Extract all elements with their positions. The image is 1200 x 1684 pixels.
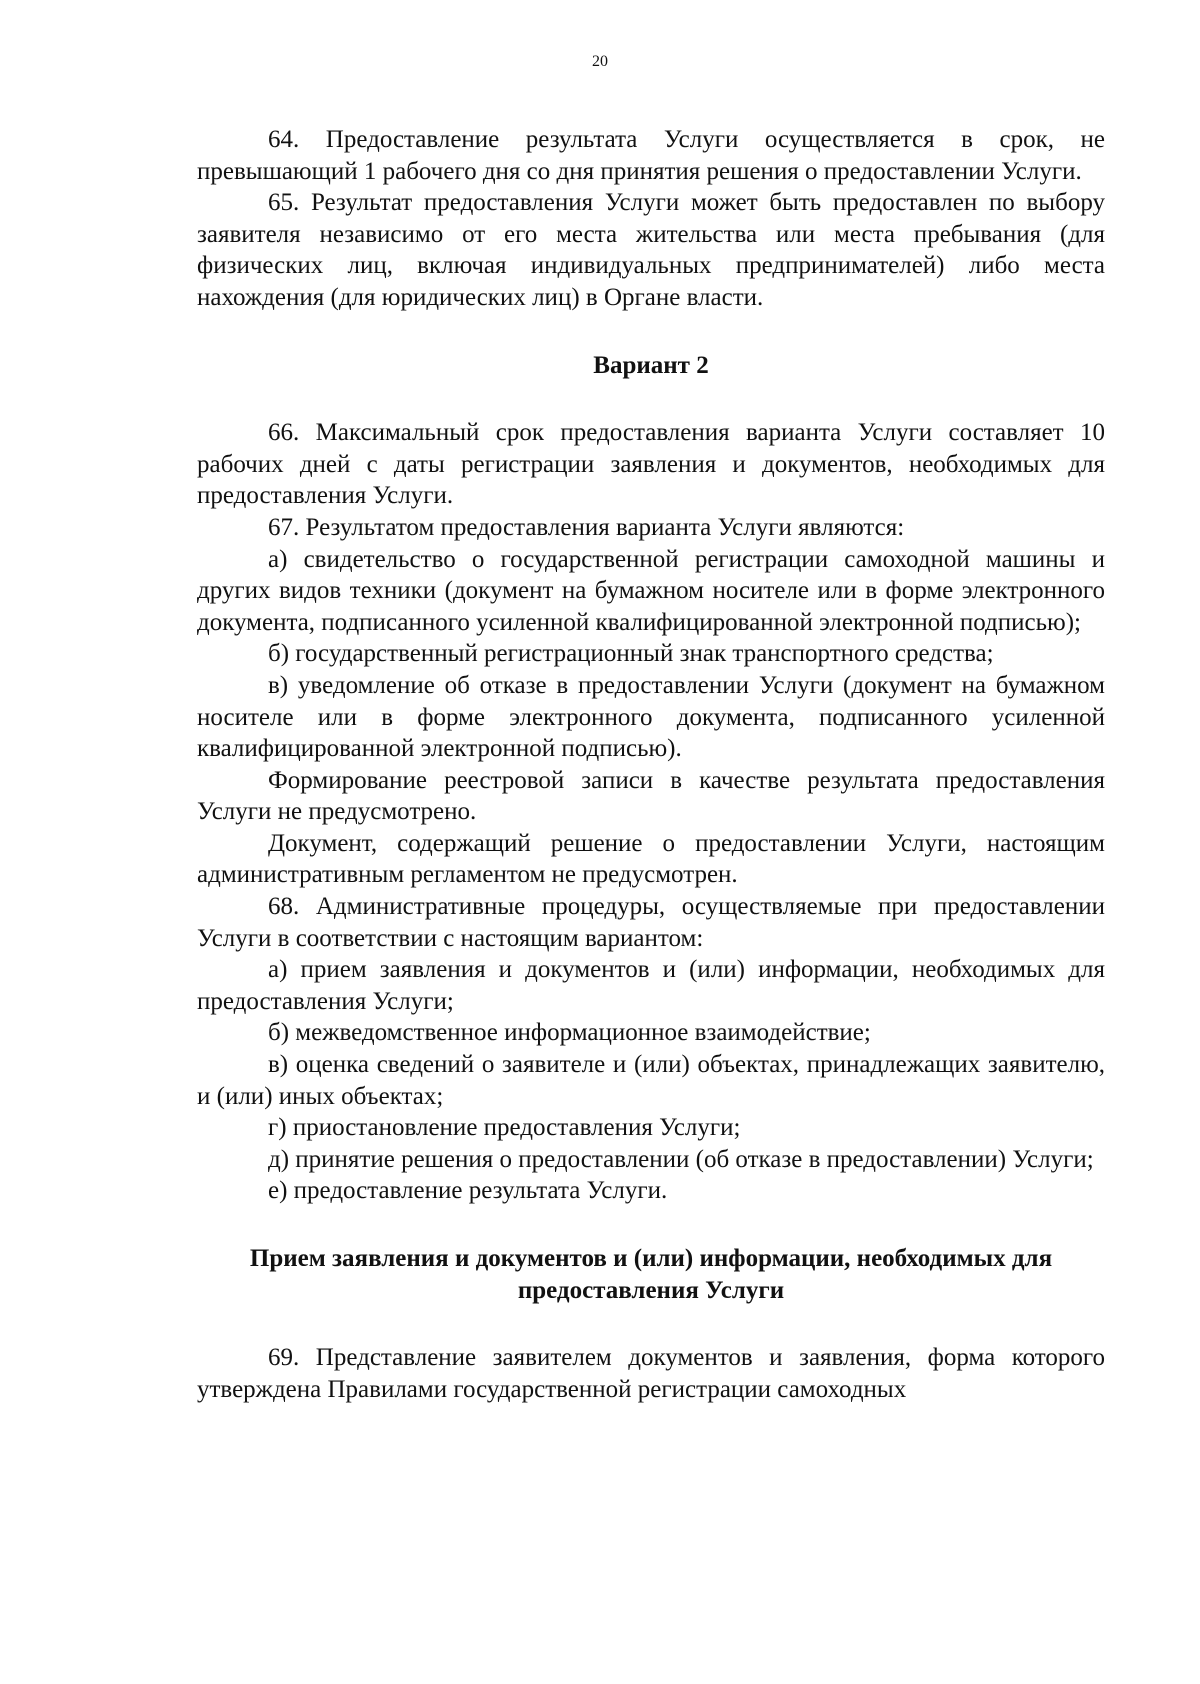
paragraph-64: 64. Предоставление результата Услуги осуществляется в срок, не превышающий 1 рабочего дня со дня принятия решения о предоставлении Услуги. <box>197 126 1105 185</box>
paragraph-decision-document: Документ, содержащий решение о предоставлении Услуги, настоящим административным регламентом не предусмотрен. <box>197 829 1105 889</box>
paragraph-68-g: г) приостановление предоставления Услуги; <box>268 1114 741 1142</box>
heading-application-intake: Прием заявления и документов и (или) информации, необходимых для предоставления Услуги <box>249 1245 1053 1304</box>
paragraph-67: 67. Результатом предоставления варианта Услуги являются: <box>268 513 905 541</box>
paragraph-67-b: б) государственный регистрационный знак транспортного средства; <box>268 640 994 668</box>
paragraph-69: 69. Представление заявителем документов и заявления, форма которого утверждена Правилами государственной регистрации самоходных <box>197 1344 1105 1403</box>
paragraph-67-a: а) свидетельство о государственной регистрации самоходной машины и других видов техники (документ на бумажном носителе или в форме электронного документа, подписанного усиленной квалифицированной электронной подписью); <box>197 545 1105 636</box>
paragraph-68-b: б) межведомственное информационное взаимодействие; <box>268 1019 871 1047</box>
heading-variant-2: Вариант 2 <box>593 351 709 379</box>
paragraph-registry-record: Формирование реестровой записи в качестве результата предоставления Услуги не предусмотрено. <box>197 766 1105 826</box>
paragraph-67-v: в) уведомление об отказе в предоставлении Услуги (документ на бумажном носителе или в форме электронного документа, подписанного усиленной квалифицированной электронной подписью). <box>197 671 1105 763</box>
paragraph-68-a: а) прием заявления и документов и (или) информации, необходимых для предоставления Услуги; <box>197 956 1105 1015</box>
paragraph-68-d: д) принятие решения о предоставлении (об отказе в предоставлении) Услуги; <box>268 1145 1094 1173</box>
document-body <box>197 124 1105 1405</box>
paragraph-68-v: в) оценка сведений о заявителе и (или) объектах, принадлежащих заявителю, и (или) иных объектах; <box>197 1051 1105 1110</box>
page-number: 20 <box>592 53 608 70</box>
paragraph-66: 66. Максимальный срок предоставления варианта Услуги составляет 10 рабочих дней с даты регистрации заявления и документов, необходимых для предоставления Услуги. <box>197 419 1105 510</box>
paragraph-68: 68. Административные процедуры, осуществляемые при предоставлении Услуги в соответствии с настоящим вариантом: <box>197 893 1105 952</box>
paragraph-68-e: е) предоставление результата Услуги. <box>268 1177 668 1205</box>
paragraph-65: 65. Результат предоставления Услуги может быть предоставлен по выбору заявителя независимо от его места жительства или места пребывания (для физических лиц, включая индивидуальных предпринимателей) либо места нахождения (для юридических лиц) в Органе власти. <box>197 189 1105 311</box>
